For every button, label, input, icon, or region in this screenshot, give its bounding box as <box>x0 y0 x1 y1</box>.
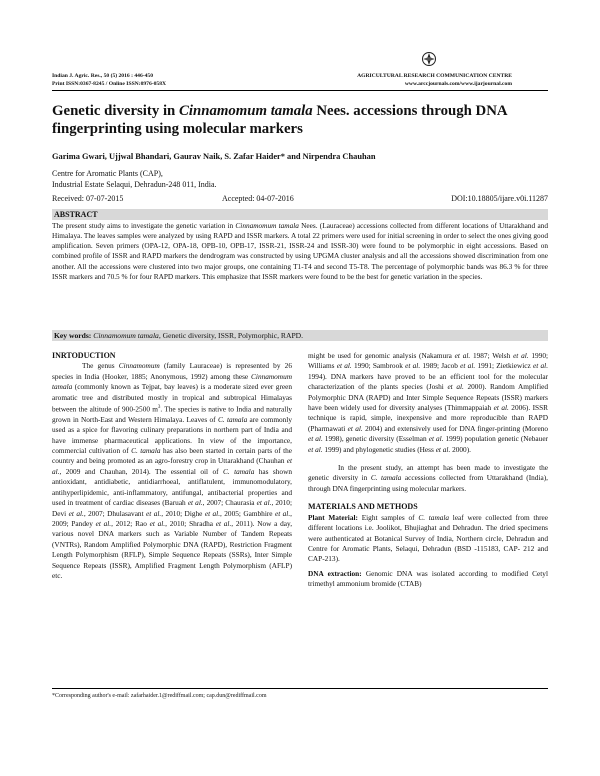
doi: DOI:10.18805/ijare.v0i.11287 <box>451 194 548 203</box>
publisher-info <box>357 72 512 88</box>
left-column <box>52 351 292 581</box>
publisher-websites: www.arccjournals.com/www.ijarjournal.com <box>404 81 512 87</box>
publisher-name: AGRICULTURAL RESEARCH COMMUNICATION CENTRE <box>357 73 512 79</box>
abstract-heading: ABSTRACT <box>52 209 548 220</box>
footnote-rule <box>52 688 548 689</box>
corresponding-author-footnote: *Corresponding author's e-mail: zafarhaider.1@rediffmail.com; cap.dun@rediffmail.com <box>52 693 267 699</box>
authors: Garima Gwari, Ujjwal Bhandari, Gaurav Naik, S. Zafar Haider* and Nirpendra Chauhan <box>52 152 376 161</box>
received-date: Received: 07-07-2015 <box>52 194 124 203</box>
journal-reference: Indian J. Agric. Res., 50 (5) 2016 : 446-450 <box>52 73 153 79</box>
accepted-date: Accepted: 04-07-2016 <box>222 194 294 203</box>
introduction-text: The genus Cinnamomum (family Lauraceae) is represented by 26 species in India (Hooker, 1885; Anonymous, 1992) among these Cinnamomum tamala (commonly known as Tejpat, bay leaves) is a moderate sized ever green aromatic tree and distributed mostly in tropical and subtropical Himalayas between the altitude of 900-2500 $m^3$. The species is native to India and naturally grown in North-East and Western Himalaya. Leaves of C. tamala are commonly used as a spice for flavoring culinary preparations in northern part of India and have immense pharmaceutical applications. In view of the importance, commercial cultivation of C. tamala has also been started in certain parts of the country and being promoted as an agro-forestry crop in Uttarakhand (Chauhan et al., 2009 and Chauhan, 2014). The essential oil of C. tamala has shown antioxidant, antidiabetic, antidiarrhoeal, antiflatulent, immunomodulatory, antihyperlipidemic, anti-inflammatory, antifungal, antibacterial properties and used in treatment of cardiac diseases (Baruah et al., 2007; Chaurasia et al., 2010; Devi et al., 2007; Dhulasavant et al., 2010; Dighe et al., 2005; Gambhire et al., 2009; Pandey et al., 2012; Rao et al., 2010; Shradha et al., 2011). Now a day, various novel DNA markers such as Variable Number of Tandem Repeats (VNTRs), Random Amplified Polymorphic DNA (RAPD), Restriction Fragment Length Polymorphism (RFLP), Simple Sequence Repeats (SSRs), Inter Simple Sequence Repeats (ISSR), Amplified Fragment Length Polymorphism (AFLP) etc. <box>52 361 293 580</box>
article-title: Genetic diversity in Cinnamomum tamala Nees. accessions through DNA fingerprinting using molecular markers <box>52 103 507 137</box>
intro-continued-text: might be used for genomic analysis (Nakamura et al. 1987; Welsh et al. 1990; Williams et al. 1990; Sambrook et al. 1989; Jacob et al. 1991; Zietkiewicz et al. 1994). DNA markers have proved to be an efficient tool for the molecular characterization of the plants species (Joshi et al. 2000). Random Amplified Polymorphic DNA (RAPD) and Inter Simple Sequence Repeats (ISSR) markers have been widely used for diversity analyses (Thimmappaiah et al. 2006). ISSR technique is rapid, simple, inexpensive and more reproducible than RAPD (Pharmawati et al. 2004) and extensively used for DNA finger-printing (Moreno et al. 1998), genetic diversity (Esselman et al. 1999) population genetic (Nebauer et al. 1999) and phylogenetic studies (Hess et al. 2000). <box>308 351 549 454</box>
abstract-text: The present study aims to investigate the genetic variation in Cinnamomum tamala Nees. (Lauraceae) accessions collected from different locations of Uttarakhand and Himalaya. The leaves samples were analyzed by using RAPD and ISSR markers. A total 22 primers were used for initial screening in order to select the ones giving good amplification. Seven primers (OPA-12, OPA-18, OPB-10, OPB-17, ISSR-21, ISSR-24 and ISSR-30) were found to be polymorphic in eight accessions. Based on combined profile of ISSR and RAPD markers the dendrogram was constructed by using UPGMA cluster analysis and all the accessions showed discrimination from one another. All the accessions were clustered into two major groups, one containing T1-T4 and second T5-T8. The percentage of polymorphic bands was 86.3 % for three ISSR markers and 70.5 % for four RAPD markers. This emphasize that ISSR markers were found to be the best for genetic variation in the species. <box>52 221 548 281</box>
plant-material-text: Plant Material: Eight samples of C. tamala leaf were collected from three different locations i.e. Joolikot, Bhujiaghat and Dehradun. The dried specimens were authenticated at Botanical Survey of India, Northern circle, Dehradun and Centre for Aromatic Plants, Selaqui, Dehradun (BSD -115183, CAP- 212 and CAP-213). <box>308 512 548 564</box>
publisher-logo-icon <box>420 50 438 68</box>
header-rule <box>52 90 548 91</box>
right-column <box>308 351 548 590</box>
methods-heading: MATERIALS AND METHODS <box>308 502 418 512</box>
introduction-heading: INRTODUCTION <box>52 351 116 360</box>
study-aim-text: In the present study, an attempt has been made to investigate the genetic diversity in C. tamala accessions collected from Uttarakhand (India), through DNA fingerprinting using molecular markers. <box>308 463 548 493</box>
dna-extraction-text: DNA extraction: Genomic DNA was isolated according to modified Cetyl trimethyl ammonium bromide (CTAB) <box>308 568 548 589</box>
issn: Print ISSN:0367-8245 / Online ISSN:0976-058X <box>52 81 167 87</box>
journal-info <box>52 72 166 88</box>
keywords-bar: Key words: Cinnamomum tamala, Genetic diversity, ISSR, Polymorphic, RAPD. <box>52 330 548 341</box>
affiliation: Centre for Aromatic Plants (CAP), Industrial Estate Selaqui, Dehradun-248 011, India. <box>52 169 217 189</box>
